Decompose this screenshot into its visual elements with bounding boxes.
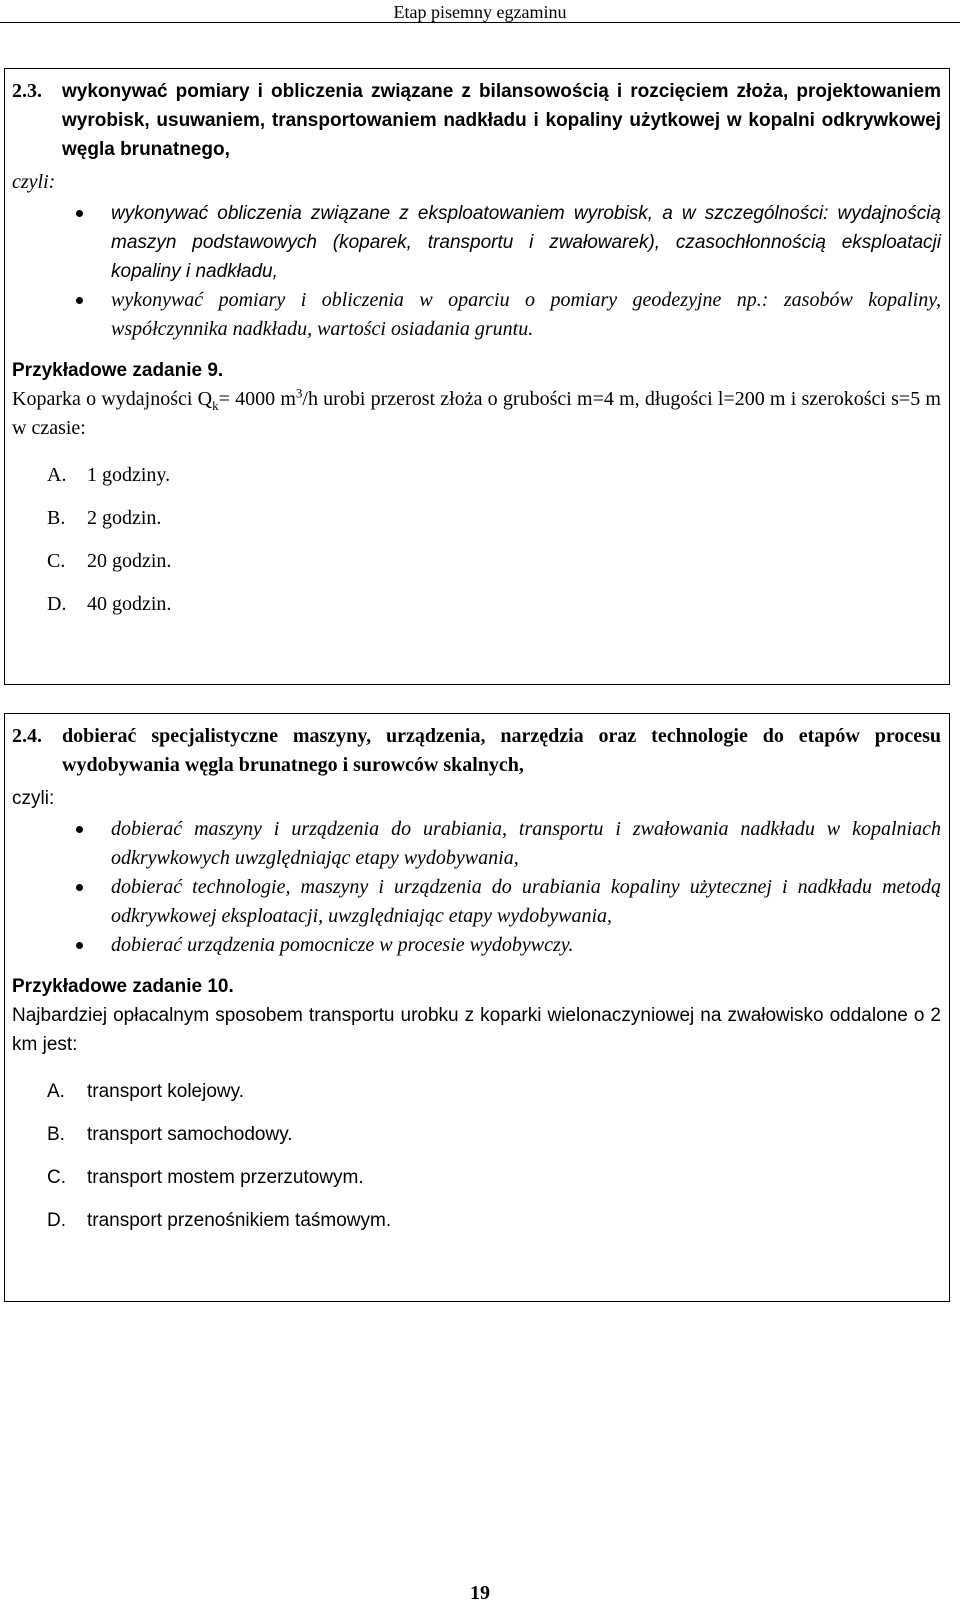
answer-options — [12, 1077, 941, 1249]
section-heading-text: wykonywać pomiary i obliczenia związane z bilansowością i rozcięciem złoża, projektowaniem wyrobisk, usuwaniem, transportowaniem nadkładu i kopaliny użytkowej w kopalni odkrywkowej węgla brunatnego, — [62, 81, 941, 160]
section-2-4-box — [4, 713, 950, 1302]
czyli-label: czyli: — [12, 788, 55, 809]
answer-option: A. 1 godziny. — [47, 464, 171, 486]
bullet-icon — [76, 884, 83, 891]
answer-option: D. transport przenośnikiem taśmowym. — [47, 1210, 392, 1231]
list-item: wykonywać pomiary i obliczenia w oparciu o pomiary geodezyjne np.: zasobów kopaliny, współczynnika nadkładu, wartości osiadania gruntu. — [12, 286, 941, 344]
answer-options — [12, 461, 941, 633]
task-title: Przykładowe zadanie 10. — [12, 976, 234, 997]
section-number: 2.3. — [12, 80, 42, 102]
page-number: 19 — [470, 1582, 490, 1604]
section-2-3-box — [4, 68, 950, 685]
section-number: 2.4. — [12, 725, 42, 747]
czyli-label: czyli: — [12, 171, 56, 193]
bullet-icon — [76, 297, 83, 304]
section-heading — [12, 77, 941, 164]
page-header — [0, 0, 960, 23]
list-item: dobierać technologie, maszyny i urządzenia do urabiania kopaliny użytecznej i nadkładu metodą odkrywkowej eksploatacji, uwzględniając etapy wydobywania, — [12, 873, 941, 931]
task-body: Koparka o wydajności $Q_k= 4000$ $m^3/h$ urobi przerost złoża o grubości m=4 m, długości l=200 m i szerokości s=5 m w czasie: — [12, 385, 941, 439]
answer-option: C. 20 godzin. — [47, 550, 172, 572]
list-item: dobierać maszyny i urządzenia do urabiania, transportu i zwałowania nadkładu w kopalniach odkrywkowych uwzględniając etapy wydobywania, — [12, 815, 941, 873]
list-item: wykonywać obliczenia związane z eksploatowaniem wyrobisk, a w szczególności: wydajnością maszyn podstawowych (koparek, transportu i zwałowarek), czasochłonnością eksploatacji kopaliny i nadkładu, — [12, 199, 941, 286]
list-item: dobierać urządzenia pomocnicze w procesie wydobywczy. — [12, 931, 941, 960]
section-heading-text: dobierać specjalistyczne maszyny, urządzenia, narzędzia oraz technologie do etapów procesu wydobywania węgla brunatnego i surowców skalnych, — [62, 725, 941, 776]
skills-list — [12, 199, 941, 344]
answer-option: B. transport samochodowy. — [47, 1124, 293, 1145]
task-body: Najbardziej opłacalnym sposobem transportu urobku z koparki wielonaczyniowej na zwałowisko oddalone o 2 km jest: — [12, 1005, 941, 1055]
bullet-icon — [76, 942, 83, 949]
section-heading — [12, 722, 941, 780]
answer-option: B. 2 godzin. — [47, 507, 162, 529]
bullet-icon — [76, 826, 83, 833]
answer-option: C. transport mostem przerzutowym. — [47, 1167, 364, 1188]
answer-option: D. 40 godzin. — [47, 593, 172, 615]
bullet-icon — [76, 210, 83, 217]
task-title: Przykładowe zadanie 9. — [12, 360, 224, 381]
header-title: Etap pisemny egzaminu — [393, 2, 567, 22]
skills-list — [12, 815, 941, 960]
answer-option: A. transport kolejowy. — [47, 1081, 244, 1102]
